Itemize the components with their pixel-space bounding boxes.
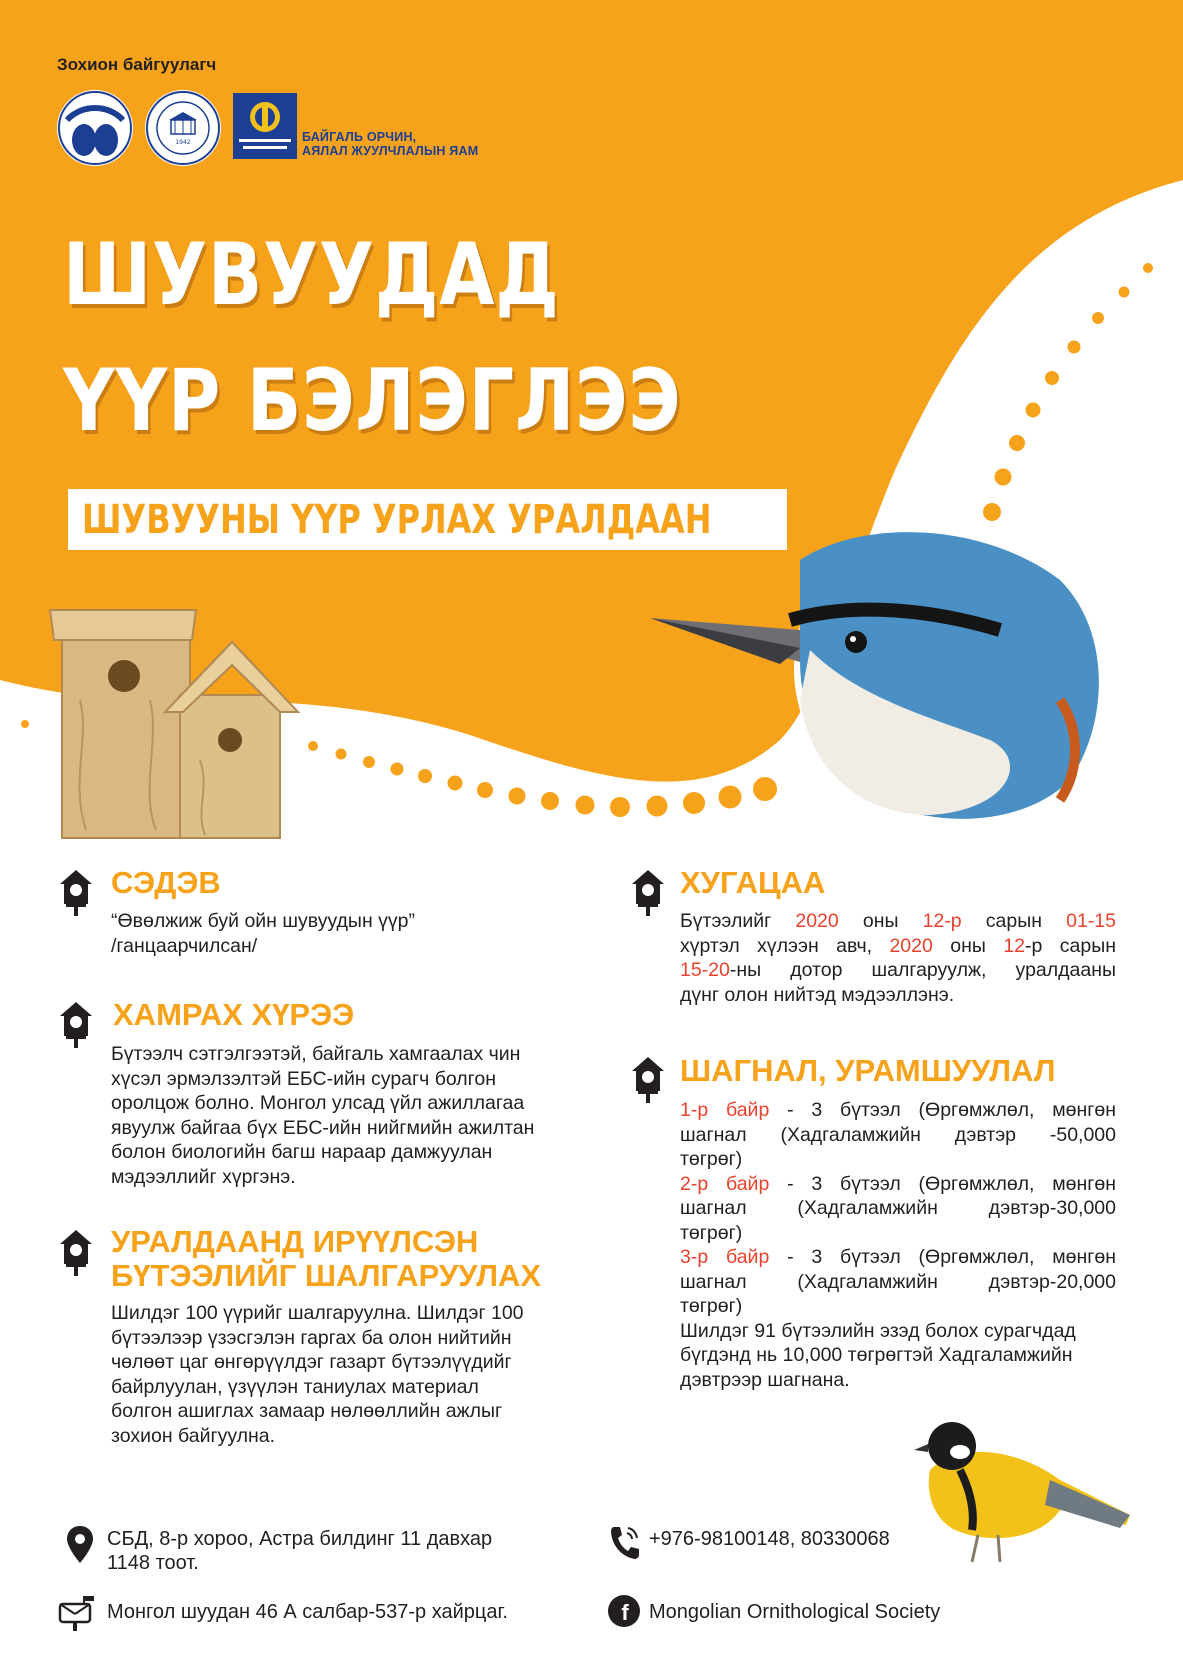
ministry-line2: АЯЛАЛ ЖУУЛЧЛАЛЫН ЯАМ <box>302 144 479 158</box>
address-line2: 1148 тоот. <box>107 1552 199 1574</box>
period-line3 <box>680 958 1116 983</box>
selection-line: чөлөөт цаг өнгөрүүлдэг газарт бүтээлүүдийг <box>111 1351 512 1373</box>
period-text: оны <box>838 910 923 932</box>
selection-line: болгон ашиглах замаар нөлөөллийн ажлыг <box>111 1400 503 1422</box>
birdhouse-icon <box>630 868 666 918</box>
period-line1 <box>680 909 1116 934</box>
address <box>107 1527 492 1575</box>
award-2-line2: шагнал (Хадгаламжийн дэвтэр-30,000 <box>680 1197 1116 1219</box>
award-text: - 3 бүтээл (Өргөмжлөл, мөнгөн <box>769 1099 1117 1121</box>
topic-body <box>111 909 581 958</box>
award-text: - 3 бүтээл (Өргөмжлөл, мөнгөн <box>769 1246 1117 1268</box>
award-place: 2-р байр <box>680 1172 770 1195</box>
award-3-line1 <box>680 1245 1116 1270</box>
selection-line: байрлуулан, үзүүлэн таниулах материал <box>111 1375 479 1398</box>
awards-heading: ШАГНАЛ, УРАМШУУЛАЛ <box>680 1053 1056 1088</box>
ministry-name <box>302 130 478 158</box>
award-place: 1-р байр <box>680 1099 770 1121</box>
award-extra-line: бүгдэнд нь 10,000 төгрөгтэй Хадгаламжийн <box>680 1344 1073 1366</box>
university-seal-logo <box>145 90 221 166</box>
selection-line: зохион байгуулна. <box>111 1424 276 1447</box>
period-text: Бүтээлийг <box>680 910 796 932</box>
organizer-label: Зохион байгуулагч <box>57 55 217 74</box>
ministry-line1: БАЙГАЛЬ ОРЧИН, <box>302 130 417 144</box>
scope-line: Бүтээлч сэтгэлгээтэй, байгаль хамгаалах чин <box>111 1043 521 1065</box>
award-2-line3: төгрөг) <box>680 1221 743 1244</box>
phone-icon <box>608 1524 640 1560</box>
selection-heading-line1: УРАЛДААНД ИРҮҮЛСЭН <box>111 1224 479 1259</box>
award-text: - 3 бүтээл (Өргөмжлөл, мөнгөн <box>769 1172 1117 1195</box>
period-text: -ны дотор шалгаруулж, уралдааны <box>729 959 1116 981</box>
period-text: сарын <box>961 910 1067 932</box>
period-month: 12-р <box>922 910 962 932</box>
period-body <box>680 909 1116 1007</box>
svg-text:f: f <box>621 1600 629 1625</box>
topic-line2: /ганцаарчилсан/ <box>111 934 258 957</box>
award-2-line1 <box>680 1172 1116 1197</box>
selection-line: Шилдэг 100 үүрийг шалгаруулна. Шилдэг 100 <box>111 1302 524 1324</box>
government-emblem-logo <box>233 93 297 159</box>
period-line4: дүнг олон нийтэд мэдээллэнэ. <box>680 983 955 1006</box>
birdhouse-icon <box>58 868 94 918</box>
location-pin-icon <box>66 1525 94 1565</box>
selection-heading <box>111 1225 541 1293</box>
address-line1: СБД, 8-р хороо, Астра билдинг 11 давхар <box>107 1528 493 1550</box>
award-1-line2: шагнал (Хадгаламжийн дэвтэр -50,000 <box>680 1123 1116 1146</box>
mailbox-icon <box>58 1594 98 1632</box>
awards-body <box>680 1098 1116 1392</box>
facebook-page-name[interactable]: Mongolian Ornithological Society <box>649 1601 941 1623</box>
selection-heading-line2: БҮТЭЭЛИЙГ ШАЛГАРУУЛАХ <box>111 1258 542 1293</box>
period-days: 01-15 <box>1066 910 1116 932</box>
great-tit-illustration <box>914 1422 1130 1562</box>
selection-body <box>111 1301 581 1448</box>
society-logo <box>57 90 133 166</box>
period-year: 2020 <box>795 910 839 932</box>
birdhouse-icon <box>58 1000 94 1050</box>
topic-line1: “Өвөлжиж буй ойн шувуудын үүр” <box>111 910 415 932</box>
scope-line: болон биологийн багш нараар дамжуулан <box>111 1141 493 1163</box>
phone-number: +976-98100148, 80330068 <box>649 1528 890 1550</box>
period-month: 12 <box>1003 934 1026 957</box>
subtitle-text: ШУВУУНЫ ҮҮР УРЛАХ УРАЛДААН <box>82 497 712 543</box>
award-extra-line: дэвтрээр шагнана. <box>680 1368 850 1391</box>
scope-line: оролцож болно. Монгол улсад үйл ажиллагаа <box>111 1092 525 1114</box>
scope-line: мэдээллийг хүргэнэ. <box>111 1165 296 1188</box>
main-title-line1: ШУВУУДАД <box>63 225 560 325</box>
period-heading: ХУГАЦАА <box>680 865 826 900</box>
award-1-line3: төгрөг) <box>680 1148 743 1170</box>
period-text: хүртэл хүлээн авч, <box>680 934 890 957</box>
award-extra-line: Шилдэг 91 бүтээлийн эзэд болох сурагчдад <box>680 1319 1076 1342</box>
period-days: 15-20 <box>680 959 730 981</box>
topic-heading: СЭДЭВ <box>111 865 221 900</box>
facebook-icon[interactable] <box>607 1594 641 1628</box>
award-3-line3: төгрөг) <box>680 1295 743 1317</box>
selection-line: бүтээлээр үзэсгэлэн гаргах ба олон нийтийн <box>111 1326 512 1349</box>
birdhouse-icon <box>630 1055 666 1105</box>
main-title-line2: ҮҮР БЭЛЭГЛЭЭ <box>63 351 682 451</box>
scope-line: хүсэл эрмэлзэлтэй ЕБС-ийн сурагч болгон <box>111 1067 496 1090</box>
period-year: 2020 <box>889 934 933 957</box>
award-3-line2: шагнал (Хадгаламжийн дэвтэр-20,000 <box>680 1270 1116 1293</box>
scope-line: явуулж байгаа бүх ЕБС-ийн нийгмийн ажилтан <box>111 1116 535 1139</box>
award-1-line1 <box>680 1098 1116 1123</box>
scope-heading: ХАМРАХ ХҮРЭЭ <box>113 997 355 1032</box>
svg-text:1942: 1942 <box>175 139 191 146</box>
period-line2 <box>680 934 1116 959</box>
mailbox-address: Монгол шуудан 46 А салбар-537-р хайрцаг. <box>107 1601 508 1623</box>
period-text: -р сарын <box>1025 934 1116 957</box>
scope-body <box>111 1042 581 1189</box>
period-text: оны <box>932 934 1004 957</box>
award-place: 3-р байр <box>680 1246 770 1268</box>
birdhouse-icon <box>58 1228 94 1278</box>
